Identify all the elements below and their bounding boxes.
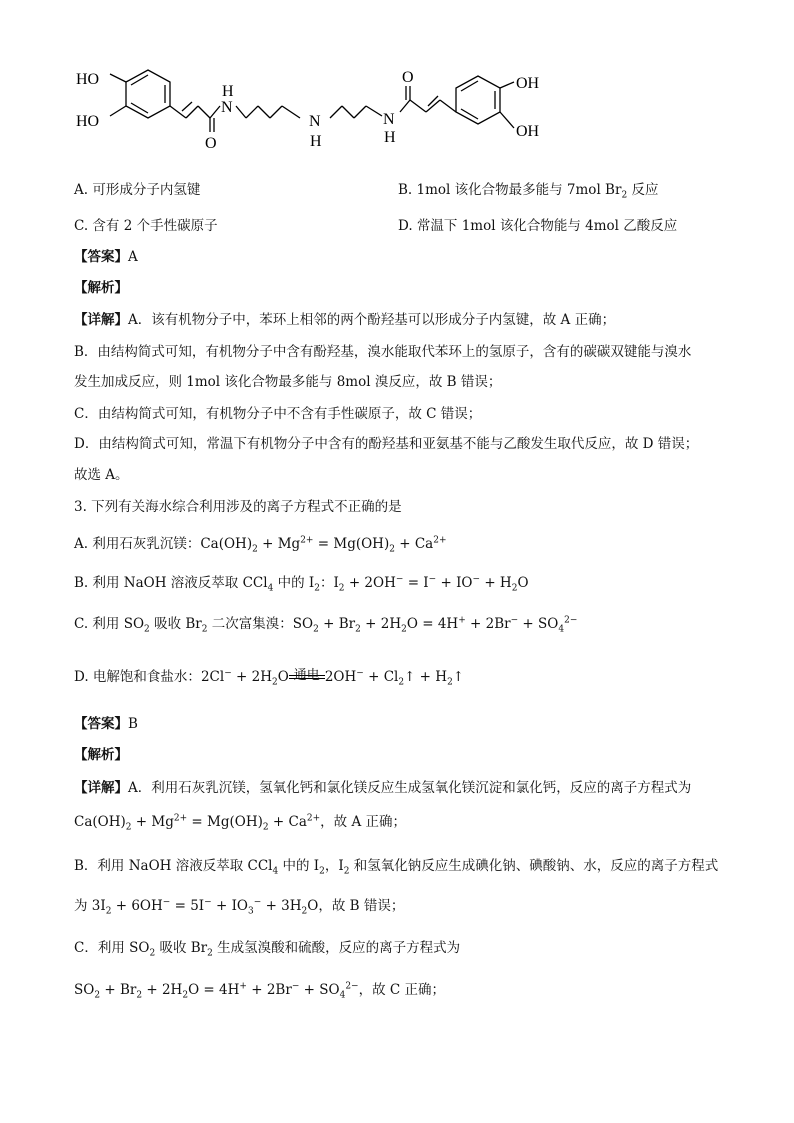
o-left-label: O [205, 135, 217, 152]
oh-top-label: OH [516, 75, 540, 92]
n-mid-label: N [309, 113, 321, 130]
q2-answer [74, 245, 138, 265]
q2-option-c: C. 含有 2 个手性碳原子 [74, 218, 218, 234]
q2-detail-a-text: A．该有机物分子中，苯环上相邻的两个酚羟基可以形成分子内氢键，故 A 正确； [128, 312, 616, 328]
electrolysis-condition: 通电 [293, 668, 320, 683]
q3-option-b: B. 利用 NaOH 溶液反萃取 CCl$_4$ 中的 $I_2$：$I_2 + 2OH^- = I^- + IO^- + H_2O$ [74, 574, 529, 594]
q3-detail-a1-text: A．利用石灰乳沉镁，氢氧化钙和氯化镁反应生成氢氧化镁沉淀和氯化钙，反应的离子方程式为 [128, 780, 692, 796]
q3-detail-b1-tail: 和氢氧化钠反应生成碘化钠、碘酸钠、水，反应的离子方程式 [349, 858, 719, 874]
q3-answer-label: 【答案】 [74, 716, 128, 732]
q3-detail-b2: 为 $3I_2 + 6OH^- = 5I^- + IO_3^- + 3H_2O$，故 B 错误； [74, 897, 405, 917]
q2-conclusion: 故选 A。 [74, 467, 129, 483]
q2-detail-b2: 发生加成反应，则 1mol 该化合物最多能与 8mol 溴反应，故 B 错误； [74, 374, 502, 390]
q3-option-d-label: D. 电解饱和食盐水： [74, 669, 201, 685]
q3-answer [74, 712, 138, 732]
q3-detail-a1 [74, 776, 691, 796]
q3-option-c-mid: 吸收 Br [149, 616, 202, 632]
q3-option-b-post: 中的 I [273, 575, 315, 591]
q2-option-b [398, 178, 659, 201]
q3-option-c-pre: C. 利用 SO [74, 616, 145, 632]
q2-detail-label: 【详解】 [74, 312, 128, 328]
q2-detail-c: C．由结构简式可知，有机物分子中不含有手性碳原子，故 C 错误； [74, 406, 482, 422]
q3-option-a-label: A. 利用石灰乳沉镁： [74, 536, 201, 552]
ho-bottom-label: HO [76, 113, 100, 130]
q3-detail-b2-pre: 为 [74, 898, 92, 914]
q2-answer-label: 【答案】 [74, 249, 128, 265]
q3-detail-a2: $Ca(OH)_2 + Mg^{2+} = Mg(OH)_2 + Ca^{2+}$，故 A 正确； [74, 813, 407, 833]
q3-detail-b2-tail: ，故 B 错误； [318, 898, 405, 914]
q3-stem: 3. 下列有关海水综合利用涉及的离子方程式不正确的是 [74, 499, 402, 515]
h-left-label: H [222, 83, 234, 100]
q3-detail-label: 【详解】 [74, 780, 128, 796]
q2-detail-b1: B．由结构简式可知，有机物分子中含有酚羟基，溴水能取代苯环上的氢原子，含有的碳碳双键能与溴水 [74, 344, 692, 360]
ho-top-label: HO [76, 71, 100, 88]
q3-detail-b1: B．利用 NaOH 溶液反萃取 CCl$_4$ 中的 $I_2$，$I_2$ 和氢氧化钠反应生成碘化钠、碘酸钠、水，反应的离子方程式 [74, 858, 719, 877]
q2-analysis-label: 【解析】 [74, 280, 128, 296]
q3-detail-c1: C．利用 $SO_2$ 吸收 $Br_2$ 生成氢溴酸和硫酸，反应的离子方程式为 [74, 940, 461, 959]
q3-option-c-post: 二次富集溴： [207, 616, 293, 632]
n-right-label: N [383, 111, 395, 128]
q2-detail-d: D．由结构简式可知，常温下有机物分子中含有的酚羟基和亚氨基不能与乙酸发生取代反应，故 D 错误； [74, 436, 699, 452]
q3-option-d: D. 电解饱和食盐水：$2Cl^- + 2H_2O$ 通电 $2OH^- + Cl_2↑$ + $H_2↑$ [74, 665, 464, 685]
h-right-label: H [384, 129, 396, 146]
q2-option-a: A. 可形成分子内氢键 [74, 182, 201, 198]
oh-bottom-label: OH [516, 123, 540, 140]
o-right-label: O [402, 69, 414, 86]
q2-option-b-pre: B. 1mol 该化合物最多能与 7mol Br [398, 182, 622, 198]
h-mid-label: H [310, 133, 322, 150]
n-left-label: N [221, 99, 233, 116]
q2-option-b-sub: 2 [621, 190, 628, 201]
q3-answer-value: B [128, 716, 138, 732]
q3-detail-a2-tail: ，故 A 正确； [320, 814, 407, 830]
q3-detail-c1-post: 生成氢溴酸和硫酸，反应的离子方程式为 [212, 940, 461, 956]
q3-detail-b1-pre: B．利用 NaOH 溶液反萃取 CCl [74, 858, 273, 874]
q3-analysis-label: 【解析】 [74, 747, 128, 763]
q3-detail-b1-post: ，I [324, 858, 344, 874]
chemical-structure [68, 60, 568, 160]
q3-option-c: C. 利用 $SO_2$ 吸收 $Br_2$ 二次富集溴：$SO_2 + Br_2 + 2H_2O = 4H^+ + 2Br^- + SO_4^{2-}$ [74, 615, 578, 635]
q3-option-b-pre: B. 利用 NaOH 溶液反萃取 CCl [74, 575, 268, 591]
q2-answer-value: A [128, 249, 138, 265]
q3-option-a: A. 利用石灰乳沉镁：$Ca(OH)_2 + Mg^{2+} = Mg(OH)_2 + Ca^{2+}$ [74, 535, 447, 555]
q2-option-d: D. 常温下 1mol 该化合物能与 4mol 乙酸反应 [398, 218, 678, 234]
q2-option-b-post: 反应 [627, 182, 659, 198]
q3-detail-c1-pre: C．利用 SO [74, 940, 150, 956]
q2-detail-a [74, 308, 615, 328]
q3-detail-c2-tail: ，故 C 正确； [358, 982, 446, 998]
q3-detail-c2: $SO_2 + Br_2 + 2H_2O = 4H^+ + 2Br^- + SO_4^{2-}$，故 C 正确； [74, 981, 446, 1001]
